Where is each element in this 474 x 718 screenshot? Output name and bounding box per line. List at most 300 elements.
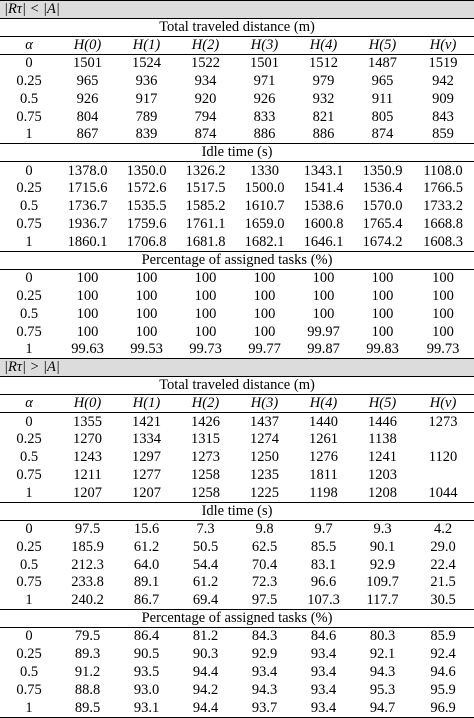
value-cell: 89.3 — [74, 646, 101, 663]
column-header: H(1) — [117, 37, 176, 55]
table-row — [0, 162, 474, 180]
value-cell: 50.5 — [192, 538, 219, 555]
column-header-row — [0, 395, 474, 413]
table-row — [0, 413, 474, 431]
value-cell: 93.0 — [133, 681, 160, 698]
value-cell: 1860.1 — [67, 233, 108, 250]
section-heading-row — [0, 1, 474, 19]
alpha-cell: 1 — [0, 699, 58, 717]
table-row — [0, 323, 474, 341]
value-cell: 1044 — [428, 484, 458, 501]
value-cell: 54.4 — [192, 556, 219, 573]
alpha-cell: 0.25 — [16, 287, 42, 304]
table-row — [0, 484, 474, 502]
value-cell: 1421 — [132, 413, 161, 430]
value-cell: 1682.1 — [244, 233, 285, 250]
value-cell: 15.6 — [133, 521, 160, 537]
section-heading-row — [0, 359, 474, 377]
value-cell: 92.9 — [251, 646, 278, 663]
value-cell: 1138 — [368, 431, 397, 448]
value-cell: 1608.3 — [423, 233, 463, 250]
metric-title-row — [0, 251, 474, 269]
value-cell: 4.2 — [433, 521, 453, 537]
value-cell: 100 — [76, 305, 99, 322]
value-cell: 96.6 — [310, 574, 337, 591]
value-cell: 1501 — [250, 55, 279, 72]
metric-title-row — [0, 144, 474, 162]
metric-title-row — [0, 610, 474, 628]
column-header: H(v) — [412, 395, 474, 413]
alpha-cell: 1 — [25, 484, 33, 501]
metric-title: Idle time (s) — [0, 144, 474, 162]
table-row — [0, 646, 474, 664]
table-row — [0, 449, 474, 467]
value-cell: 936 — [135, 72, 158, 89]
value-cell: 1706.8 — [126, 233, 167, 250]
alpha-cell: 0.5 — [19, 449, 39, 466]
value-cell: 1203 — [368, 466, 397, 483]
value-cell: 100 — [76, 287, 99, 304]
column-header: H(0) — [58, 37, 117, 55]
value-cell: 89.5 — [58, 699, 117, 717]
value-cell: 1715.6 — [67, 180, 108, 197]
value-cell: 1297 — [132, 449, 161, 466]
value-cell: 94.4 — [192, 663, 219, 680]
value-cell: 84.6 — [310, 628, 337, 645]
value-cell: 1736.7 — [67, 198, 108, 215]
value-cell: 9.3 — [373, 521, 392, 537]
column-header: H(2) — [176, 37, 235, 55]
value-cell: 1250 — [250, 449, 279, 466]
value-cell: 30.5 — [430, 592, 456, 609]
value-cell: 1350.0 — [126, 162, 167, 179]
value-cell: 1610.7 — [244, 198, 285, 215]
value-cell: 934 — [194, 72, 217, 89]
value-cell: 85.9 — [430, 628, 456, 645]
value-cell: 805 — [371, 108, 394, 125]
value-cell: 117.7 — [366, 592, 399, 609]
alpha-cell: 0.25 — [16, 180, 42, 197]
value-cell: 93.4 — [310, 681, 337, 698]
value-cell: 92.9 — [369, 556, 396, 573]
column-header: H(4) — [294, 37, 353, 55]
alpha-cell: 0.75 — [16, 216, 42, 233]
alpha-cell: 0.5 — [19, 90, 39, 107]
value-cell: 965 — [371, 72, 394, 89]
value-cell: 1500.0 — [244, 180, 285, 197]
value-cell: 886 — [312, 126, 335, 143]
value-cell: 1276 — [309, 449, 338, 466]
value-cell: 93.7 — [235, 699, 294, 717]
value-cell: 99.73 — [412, 341, 474, 359]
value-cell — [412, 431, 474, 449]
alpha-cell: 0 — [25, 628, 33, 645]
value-cell: 107.3 — [307, 592, 340, 609]
value-cell: 874 — [194, 126, 217, 143]
value-cell: 22.4 — [430, 556, 456, 573]
value-cell: 100 — [194, 287, 217, 304]
value-cell: 1270 — [73, 431, 102, 448]
table-row — [0, 108, 474, 126]
column-header: α — [0, 395, 58, 413]
value-cell: 1600.8 — [303, 216, 344, 233]
alpha-cell: 0.75 — [16, 574, 42, 591]
value-cell: 867 — [76, 126, 99, 143]
table-row — [0, 538, 474, 556]
value-cell: 93.1 — [117, 699, 176, 717]
value-cell: 92.1 — [369, 646, 396, 663]
value-cell: 1659.0 — [244, 216, 285, 233]
value-cell: 100 — [135, 270, 158, 287]
value-cell: 79.5 — [74, 628, 101, 645]
value-cell: 1277 — [132, 466, 161, 483]
value-cell: 95.9 — [430, 681, 456, 698]
value-cell: 1315 — [191, 431, 220, 448]
value-cell: 1273 — [191, 449, 220, 466]
table-row — [0, 287, 474, 305]
value-cell: 920 — [194, 90, 217, 107]
value-cell: 1440 — [309, 413, 338, 430]
alpha-cell: 0.25 — [16, 72, 42, 89]
value-cell: 69.4 — [192, 592, 219, 609]
value-cell: 1273 — [428, 413, 458, 430]
column-header: H(0) — [58, 395, 117, 413]
value-cell: 100 — [371, 270, 394, 287]
value-cell: 7.3 — [196, 521, 215, 537]
value-cell: 90.1 — [369, 538, 396, 555]
value-cell: 81.2 — [192, 628, 219, 645]
alpha-cell: 1 — [25, 592, 33, 609]
column-header: H(4) — [294, 395, 353, 413]
metric-title-row — [0, 502, 474, 520]
value-cell: 859 — [432, 126, 454, 143]
value-cell: 789 — [135, 108, 158, 125]
metric-title-row — [0, 377, 474, 395]
value-cell: 1437 — [250, 413, 279, 430]
table-row — [0, 180, 474, 198]
alpha-cell: 0.75 — [16, 323, 42, 340]
value-cell: 1536.4 — [362, 180, 403, 197]
value-cell: 1541.4 — [303, 180, 344, 197]
table-row — [0, 126, 474, 144]
value-cell: 1207 — [132, 484, 161, 501]
value-cell: 1207 — [73, 484, 102, 501]
value-cell: 1261 — [309, 431, 338, 448]
table-row — [0, 198, 474, 216]
value-cell: 61.2 — [133, 538, 160, 555]
value-cell: 90.5 — [133, 646, 160, 663]
value-cell: 109.7 — [366, 574, 399, 591]
value-cell: 94.6 — [430, 663, 456, 680]
value-cell: 1766.5 — [423, 180, 463, 197]
table-row — [0, 431, 474, 449]
alpha-cell: 0.25 — [16, 646, 42, 663]
value-cell: 1585.2 — [185, 198, 226, 215]
value-cell: 62.5 — [251, 538, 278, 555]
value-cell: 1108.0 — [423, 162, 463, 179]
table-row — [0, 628, 474, 646]
value-cell: 84.3 — [251, 628, 278, 645]
value-cell: 100 — [312, 270, 335, 287]
alpha-cell: 0.75 — [16, 108, 42, 125]
value-cell: 80.3 — [369, 628, 396, 645]
value-cell: 100 — [76, 323, 99, 340]
value-cell: 1243 — [73, 449, 102, 466]
alpha-cell: 0 — [25, 55, 33, 72]
value-cell: 1378.0 — [67, 162, 108, 179]
value-cell: 1343.1 — [303, 162, 344, 179]
section-heading: |Rτ| < |A| — [0, 1, 474, 19]
value-cell: 1225 — [250, 484, 279, 501]
value-cell: 100 — [253, 270, 276, 287]
alpha-cell: 0.5 — [19, 198, 39, 215]
value-cell: 1355 — [73, 413, 102, 430]
value-cell: 100 — [135, 287, 158, 304]
table-row — [0, 556, 474, 574]
column-header: H(5) — [353, 395, 412, 413]
table-row — [0, 341, 474, 359]
value-cell: 1235 — [250, 466, 279, 483]
value-cell: 1350.9 — [362, 162, 403, 179]
value-cell: 1211 — [73, 466, 102, 483]
value-cell: 93.4 — [294, 699, 353, 717]
alpha-cell: 0 — [25, 270, 33, 287]
table-row — [0, 269, 474, 287]
value-cell: 9.8 — [255, 521, 274, 537]
table-row — [0, 699, 474, 717]
table-row — [0, 234, 474, 252]
value-cell: 86.7 — [133, 592, 160, 609]
column-header: H(2) — [176, 395, 235, 413]
value-cell: 926 — [76, 90, 99, 107]
table-row — [0, 574, 474, 592]
value-cell: 72.3 — [251, 574, 278, 591]
alpha-cell: 0.5 — [19, 305, 39, 322]
value-cell: 90.3 — [192, 646, 219, 663]
value-cell: 1570.0 — [362, 198, 403, 215]
value-cell: 100 — [312, 305, 335, 322]
value-cell: 94.7 — [353, 699, 412, 717]
value-cell: 100 — [432, 305, 454, 322]
metric-title-row — [0, 19, 474, 37]
value-cell: 99.63 — [58, 341, 117, 359]
value-cell: 1572.6 — [126, 180, 167, 197]
value-cell: 1446 — [368, 413, 397, 430]
value-cell: 926 — [253, 90, 276, 107]
value-cell: 100 — [371, 323, 394, 340]
value-cell: 9.7 — [314, 521, 333, 537]
value-cell: 1487 — [368, 55, 397, 72]
column-header: H(3) — [235, 37, 294, 55]
value-cell: 1208 — [368, 484, 397, 501]
value-cell: 917 — [135, 90, 158, 107]
value-cell: 1517.5 — [185, 180, 226, 197]
table-row — [0, 72, 474, 90]
value-cell: 92.4 — [430, 646, 456, 663]
alpha-cell: 0 — [25, 413, 33, 430]
value-cell: 1681.8 — [185, 233, 226, 250]
value-cell: 21.5 — [430, 574, 456, 591]
value-cell: 804 — [76, 108, 99, 125]
value-cell: 99.87 — [294, 341, 353, 359]
value-cell: 100 — [135, 323, 158, 340]
value-cell: 212.3 — [71, 556, 104, 573]
alpha-cell: 0.25 — [16, 538, 42, 555]
value-cell: 99.97 — [307, 323, 340, 340]
value-cell: 979 — [312, 72, 335, 89]
value-cell: 1759.6 — [126, 216, 167, 233]
value-cell: 100 — [194, 305, 217, 322]
alpha-cell: 1 — [25, 233, 33, 250]
alpha-cell: 0.75 — [16, 466, 42, 483]
table-row — [0, 55, 474, 73]
metric-title: Percentage of assigned tasks (%) — [0, 251, 474, 269]
value-cell: 1811 — [309, 466, 338, 483]
value-cell: 100 — [432, 270, 454, 287]
column-header: H(v) — [412, 37, 474, 55]
value-cell: 93.5 — [133, 663, 160, 680]
value-cell: 1258 — [191, 466, 220, 483]
value-cell: 185.9 — [71, 538, 104, 555]
value-cell: 99.53 — [117, 341, 176, 359]
alpha-cell: 0 — [25, 162, 33, 179]
metric-title: Idle time (s) — [0, 502, 474, 520]
value-cell: 94.3 — [251, 681, 278, 698]
value-cell: 240.2 — [71, 592, 104, 609]
value-cell: 1522 — [191, 55, 220, 72]
value-cell: 97.5 — [74, 521, 101, 537]
value-cell: 100 — [135, 305, 158, 322]
alpha-cell: 0.25 — [16, 431, 42, 448]
value-cell: 100 — [312, 287, 335, 304]
value-cell: 29.0 — [430, 538, 456, 555]
value-cell: 94.3 — [369, 663, 396, 680]
value-cell: 100 — [371, 305, 394, 322]
value-cell: 1120 — [428, 449, 458, 466]
value-cell: 1646.1 — [303, 233, 344, 250]
value-cell: 1733.2 — [423, 198, 463, 215]
value-cell: 886 — [253, 126, 276, 143]
metric-title: Total traveled distance (m) — [0, 377, 474, 395]
table-row — [0, 90, 474, 108]
value-cell: 70.4 — [251, 556, 278, 573]
value-cell — [412, 467, 474, 485]
table-row — [0, 592, 474, 610]
alpha-cell: 1 — [25, 126, 33, 143]
column-header: H(3) — [235, 395, 294, 413]
value-cell: 97.5 — [251, 592, 278, 609]
value-cell: 1426 — [191, 413, 220, 430]
value-cell: 64.0 — [133, 556, 160, 573]
value-cell: 1512 — [309, 55, 338, 72]
value-cell: 100 — [253, 323, 276, 340]
value-cell: 1326.2 — [185, 162, 226, 179]
column-header: α — [0, 37, 58, 55]
value-cell: 821 — [312, 108, 335, 125]
value-cell: 100 — [194, 270, 217, 287]
value-cell: 93.4 — [251, 663, 278, 680]
value-cell: 911 — [371, 90, 394, 107]
value-cell: 100 — [253, 305, 276, 322]
value-cell: 1538.6 — [303, 198, 344, 215]
metric-title: Percentage of assigned tasks (%) — [0, 610, 474, 628]
value-cell: 99.73 — [176, 341, 235, 359]
table-row — [0, 216, 474, 234]
value-cell: 1535.5 — [126, 198, 167, 215]
value-cell: 93.4 — [310, 646, 337, 663]
value-cell: 96.9 — [412, 699, 474, 717]
value-cell: 89.1 — [133, 574, 160, 591]
value-cell: 1765.4 — [362, 216, 403, 233]
value-cell: 971 — [253, 72, 276, 89]
value-cell: 83.1 — [310, 556, 337, 573]
value-cell: 843 — [432, 108, 454, 125]
value-cell: 100 — [432, 287, 454, 304]
value-cell: 99.77 — [235, 341, 294, 359]
value-cell: 1334 — [132, 431, 161, 448]
value-cell: 100 — [194, 323, 217, 340]
table-row — [0, 664, 474, 682]
value-cell: 1524 — [132, 55, 161, 72]
value-cell: 1258 — [191, 484, 220, 501]
alpha-cell: 0.5 — [19, 556, 39, 573]
value-cell: 1330 — [250, 162, 279, 179]
table-row — [0, 467, 474, 485]
table-row — [0, 520, 474, 538]
value-cell: 86.4 — [133, 628, 160, 645]
value-cell: 1241 — [368, 449, 397, 466]
value-cell: 1761.1 — [185, 216, 226, 233]
value-cell: 1668.8 — [423, 216, 463, 233]
value-cell: 909 — [432, 90, 454, 107]
value-cell: 1674.2 — [362, 233, 403, 250]
alpha-cell: 0.75 — [16, 681, 42, 698]
value-cell: 93.4 — [310, 663, 337, 680]
table-row — [0, 305, 474, 323]
value-cell: 100 — [253, 287, 276, 304]
value-cell: 94.2 — [192, 681, 219, 698]
value-cell: 100 — [371, 287, 394, 304]
table-row — [0, 681, 474, 699]
value-cell: 1501 — [73, 55, 102, 72]
value-cell: 91.2 — [74, 663, 101, 680]
value-cell: 965 — [76, 72, 99, 89]
value-cell: 1198 — [309, 484, 338, 501]
value-cell: 100 — [76, 270, 99, 287]
value-cell: 1274 — [250, 431, 279, 448]
value-cell: 794 — [194, 108, 217, 125]
value-cell: 88.8 — [74, 681, 101, 698]
value-cell: 99.83 — [353, 341, 412, 359]
metric-title: Total traveled distance (m) — [0, 19, 474, 37]
alpha-cell: 0.5 — [19, 663, 39, 680]
column-header: H(1) — [117, 395, 176, 413]
section-heading: |Rτ| > |A| — [0, 359, 474, 377]
value-cell: 839 — [135, 126, 158, 143]
value-cell: 61.2 — [192, 574, 219, 591]
value-cell: 833 — [253, 108, 276, 125]
alpha-cell: 1 — [0, 341, 58, 359]
value-cell: 942 — [432, 72, 454, 89]
value-cell: 1936.7 — [67, 216, 108, 233]
alpha-cell: 0 — [25, 521, 33, 537]
column-header: H(5) — [353, 37, 412, 55]
value-cell: 233.8 — [71, 574, 104, 591]
value-cell: 94.4 — [176, 699, 235, 717]
value-cell: 85.5 — [310, 538, 337, 555]
value-cell: 874 — [371, 126, 394, 143]
value-cell: 1519 — [428, 55, 458, 72]
